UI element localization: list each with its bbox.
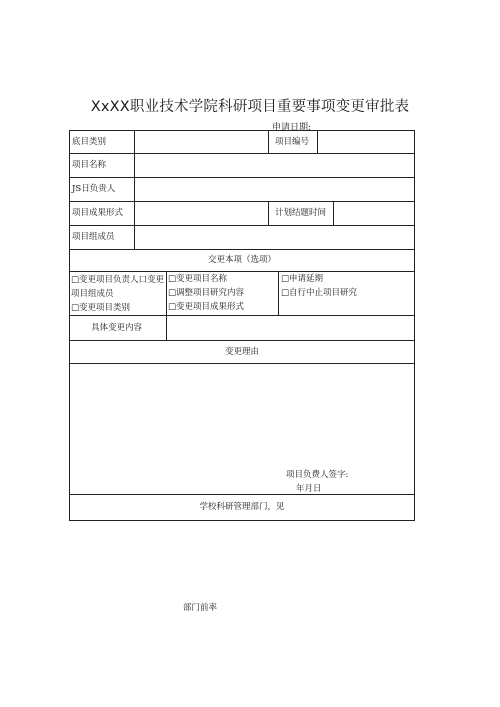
rule-bottom	[69, 520, 415, 521]
category-value[interactable]	[135, 131, 267, 152]
rule-right	[414, 130, 415, 520]
change-option-name[interactable]: □变更项目名称	[168, 274, 228, 284]
project-no-value[interactable]	[318, 131, 413, 152]
detail-value[interactable]	[167, 316, 413, 339]
change-option-content[interactable]: □调整项目研究内容	[168, 288, 245, 298]
category-label: 底目类别	[72, 137, 107, 147]
project-name-label: 项目名称	[72, 160, 107, 170]
members-value[interactable]	[135, 226, 413, 248]
detail-label: 具体变更内容	[91, 323, 143, 333]
rule-v-mid-row1	[268, 130, 269, 153]
outcome-form-value[interactable]	[135, 202, 267, 224]
signature-label: 项目负费人签字:	[286, 470, 349, 480]
form-title: XxXX职业技术学院科研项目重要事项变更审批表	[90, 99, 410, 115]
rule-v-mid-row4	[268, 201, 269, 225]
rule-row10	[69, 494, 415, 495]
change-option-extension[interactable]: □申请延期	[281, 274, 324, 284]
project-name-value[interactable]	[135, 154, 413, 176]
plan-end-value[interactable]	[334, 202, 413, 224]
rule-v-opt2	[278, 271, 279, 315]
rule-row8	[69, 340, 415, 341]
outcome-form-label: 项目成果形式	[72, 208, 124, 218]
apply-date-label: 申请日期:	[272, 123, 312, 133]
reason-value[interactable]	[70, 364, 413, 464]
change-option-outcome[interactable]: □变更项目成果形式	[168, 302, 245, 312]
project-no-label: 项目编号	[275, 137, 310, 147]
members-label: 项目组成员	[72, 232, 115, 242]
change-option-members-cont: 项目组成员	[71, 289, 114, 299]
change-option-category[interactable]: □变更项目类别	[71, 303, 131, 313]
rule-row5	[69, 249, 415, 250]
leader-label: JS日负贵人	[72, 184, 116, 194]
signature-date-label: 年月日	[296, 484, 322, 494]
dept-opinion-header: 学校科研管理部门，见	[199, 502, 285, 512]
reason-header: 变更理由	[224, 347, 259, 357]
approval-form-table	[69, 130, 415, 520]
dept-footer-text: 部门前率	[183, 603, 218, 613]
change-option-terminate[interactable]: □自行中止项目研究	[281, 288, 358, 298]
plan-end-label: 计划结题时间	[275, 208, 327, 218]
change-option-leader-members[interactable]: □变更项目负责人口变更	[71, 275, 165, 285]
leader-value[interactable]	[135, 178, 413, 200]
change-section-header: 交更本项（选项）	[207, 255, 276, 265]
rule-row6	[69, 271, 415, 272]
